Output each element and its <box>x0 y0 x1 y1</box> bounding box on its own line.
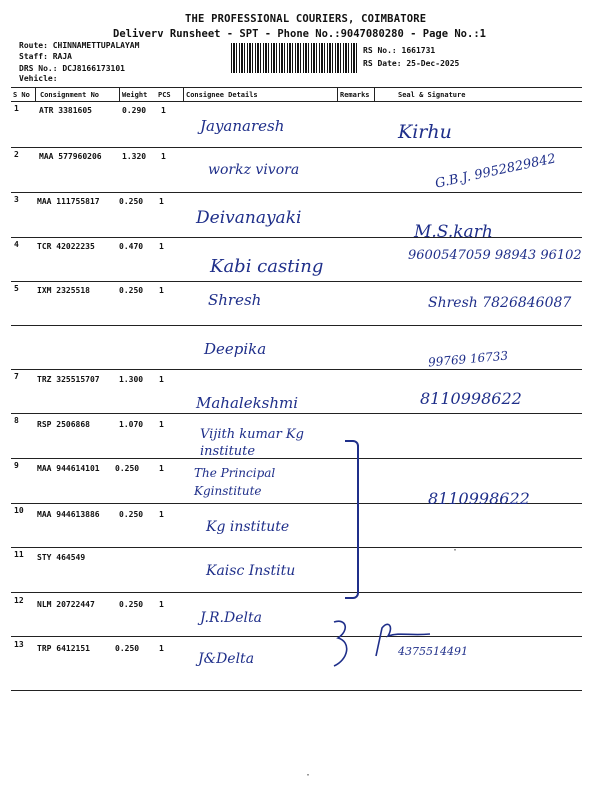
row-separator <box>11 147 582 148</box>
row-signature: G.B.J. 9952829842 <box>433 151 558 192</box>
row-pcs: 1 <box>159 242 164 251</box>
row-consignment: RSP 2506868 <box>37 420 90 429</box>
row-signature: 4375514491 <box>398 645 468 658</box>
row-separator <box>11 592 582 593</box>
row-sno: 2 <box>14 150 19 159</box>
row-consignee: Deivanayaki <box>196 208 302 228</box>
row-pcs: 1 <box>159 464 164 473</box>
row-weight: 0.250 <box>115 644 140 653</box>
row-consignment: TRP 6412151 <box>37 644 90 653</box>
row-signature: 8110998622 <box>420 389 522 408</box>
barcode <box>231 43 359 73</box>
row-separator <box>11 413 582 414</box>
row-signature: 99769 16733 <box>427 348 509 370</box>
row-consignee: Mahalekshmi <box>196 394 299 412</box>
row-consignment: MAA 944614101 <box>37 464 100 473</box>
row-consignee: Deepika <box>204 340 267 358</box>
col-divider <box>374 87 375 101</box>
row-weight: 0.470 <box>119 242 144 251</box>
row-consignment: MAA 577960206 <box>39 152 102 161</box>
table-top-border <box>11 87 582 88</box>
row-consignee: J&Delta <box>198 651 255 667</box>
row-consignee: J.R.Delta <box>200 610 262 626</box>
row-separator <box>11 636 582 637</box>
row-consignment: MAA 944613886 <box>37 510 100 519</box>
row-pcs: 1 <box>161 106 166 115</box>
row-sno: 5 <box>14 284 19 293</box>
col-header-remarks: Remarks <box>340 91 370 99</box>
row-pcs: 1 <box>159 286 164 295</box>
col-header-consignment: Consignment No <box>40 91 100 99</box>
handwritten-signature-scribble <box>330 616 440 672</box>
row-sno: 13 <box>14 640 24 649</box>
row-weight: 0.290 <box>122 106 147 115</box>
row-sno: 9 <box>14 461 19 470</box>
row-signature: M.S.karh <box>414 222 493 242</box>
col-header-consignee: Consignee Details <box>186 91 258 99</box>
row-consignee: The Principal Kginstitute <box>194 466 276 498</box>
row-weight: 1.300 <box>119 375 144 384</box>
row-pcs: 1 <box>161 152 166 161</box>
row-pcs: 1 <box>159 197 164 206</box>
col-header-seal: Seal & Signature <box>398 91 466 99</box>
staff-label: Staff: RAJA <box>19 52 72 61</box>
row-weight: 0.250 <box>115 464 140 473</box>
row-weight: 0.250 <box>119 197 144 206</box>
header-bottom-border <box>11 101 582 102</box>
col-header-weight: Weight <box>122 91 148 99</box>
drs-number: DRS No.: DCJ8166173101 <box>19 64 125 73</box>
col-header-sno: S No <box>13 91 30 99</box>
rs-number: RS No.: 1661731 <box>363 46 436 55</box>
row-consignment: IXM 2325518 <box>37 286 90 295</box>
col-divider <box>183 87 184 101</box>
row-consignee: workz vivora <box>208 162 300 178</box>
runsheet-subtitle: Deliverv Runsheet - SPT - Phone No.:9047080280 - Page No.:1 <box>113 28 486 40</box>
row-consignment: NLM 20722447 <box>37 600 95 609</box>
row-pcs: 1 <box>159 644 164 653</box>
row-separator <box>11 369 582 370</box>
row-signature: 8110998622 <box>428 489 530 508</box>
row-pcs: 1 <box>159 600 164 609</box>
row-signature: Kirhu <box>398 121 452 143</box>
row-consignment: TRZ 325515707 <box>37 375 100 384</box>
row-sno: 3 <box>14 195 19 204</box>
col-header-pcs: PCS <box>158 91 171 99</box>
row-consignee: Kabi casting <box>210 256 324 277</box>
row-sno: 10 <box>14 506 24 515</box>
company-title: THE PROFESSIONAL COURIERS, COIMBATORE <box>185 13 427 25</box>
row-consignee: Kaisc Institu <box>206 563 296 579</box>
row-consignment: STY 464549 <box>37 553 86 562</box>
row-pcs: 1 <box>159 375 164 384</box>
col-divider <box>119 87 120 101</box>
row-consignee: Jayanaresh <box>200 117 285 135</box>
row-consignee: Shresh <box>208 291 262 309</box>
stray-mark: · <box>305 770 312 781</box>
row-separator <box>11 237 582 238</box>
row-consignee: Vijith kumar Kg institute <box>200 427 304 459</box>
row-consignment: TCR 42022235 <box>37 242 95 251</box>
row-separator <box>11 192 582 193</box>
handwritten-bracket <box>345 440 359 599</box>
row-sno: 4 <box>14 240 19 249</box>
row-sno: 1 <box>14 104 19 113</box>
row-weight: 1.320 <box>122 152 147 161</box>
vehicle-label: Vehicle: <box>19 74 58 83</box>
row-consignment: ATR 3381605 <box>39 106 92 115</box>
row-weight: 0.250 <box>119 510 144 519</box>
row-sno: 8 <box>14 416 19 425</box>
row-sno: 7 <box>14 372 19 381</box>
row-sno: 11 <box>14 550 24 559</box>
row-signature: Shresh 7826846087 <box>428 295 572 311</box>
col-divider <box>35 87 36 101</box>
row-signature: 9600547059 98943 96102 <box>408 248 582 263</box>
row-separator <box>11 281 582 282</box>
row-pcs: 1 <box>159 510 164 519</box>
row-weight: 0.250 <box>119 600 144 609</box>
rs-date: RS Date: 25-Dec-2025 <box>363 59 460 68</box>
col-divider <box>337 87 338 101</box>
table-bottom-border <box>11 690 582 691</box>
row-weight: 0.250 <box>119 286 144 295</box>
row-separator <box>11 547 582 548</box>
row-separator <box>11 325 582 326</box>
row-pcs: 1 <box>159 420 164 429</box>
stray-mark: · <box>452 545 459 556</box>
row-consignee: Kg institute <box>206 519 290 535</box>
row-consignment: MAA 111755817 <box>37 197 100 206</box>
route-label: Route: CHINNAMETTUPALAYAM <box>19 41 140 50</box>
row-sno: 12 <box>14 596 24 605</box>
row-weight: 1.070 <box>119 420 144 429</box>
